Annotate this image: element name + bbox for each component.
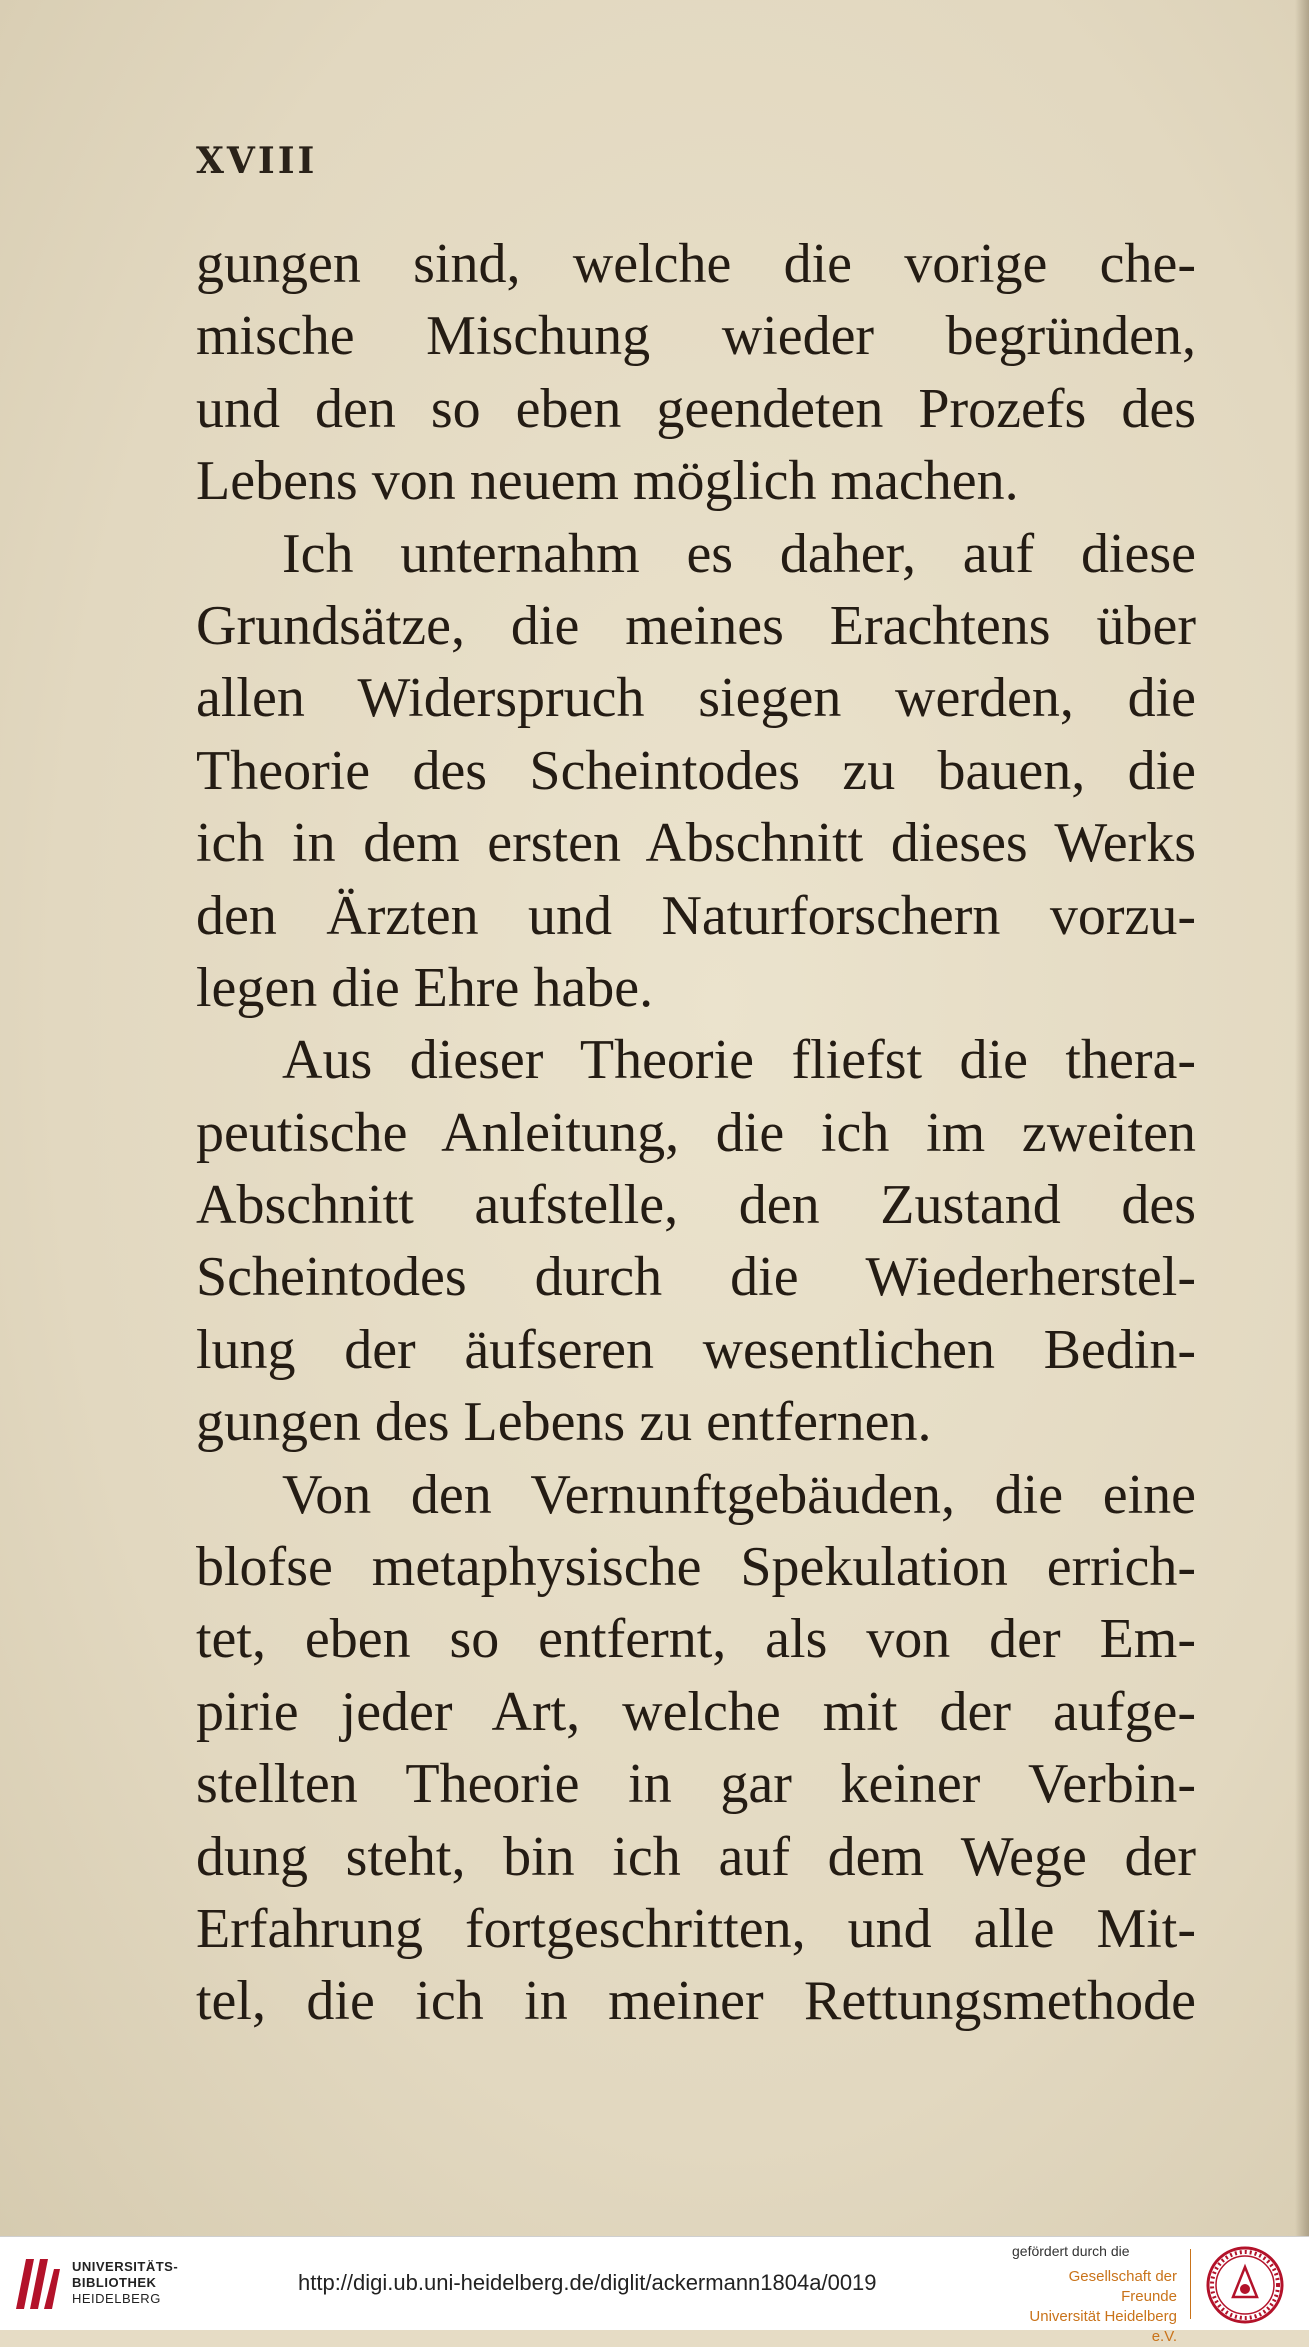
text-line: den Ärzten und Naturforschern vorzu- xyxy=(196,884,1196,947)
text-line: mische Mischung wieder begründen, xyxy=(196,305,1196,368)
text-line: gungen sind, welche die vorige che- xyxy=(196,233,1196,295)
body-text xyxy=(196,228,1196,2038)
text-line: Grundsätze, die meines Erachtens über xyxy=(196,594,1196,657)
text-line: Ich unternahm es daher, auf diese xyxy=(282,522,1196,585)
text-line: Theorie des Scheintodes zu bauen, die xyxy=(196,739,1196,802)
text-line: dung steht, bin ich auf dem Wege der xyxy=(196,1825,1196,1888)
text-line: tet, eben so entfernt, als von der Em- xyxy=(196,1608,1196,1671)
text-line: stellten Theorie in gar keiner Verbin- xyxy=(196,1753,1196,1816)
text-line: Aus dieser Theorie fliefst die thera- xyxy=(282,1029,1196,1092)
footer-bar xyxy=(0,2236,1309,2345)
text-line: Scheintodes durch die Wiederherstel- xyxy=(196,1246,1196,1309)
library-logo-icon xyxy=(12,2253,64,2313)
text-line: Lebens von neuem möglich machen. xyxy=(196,450,1019,513)
page-number: XVIII xyxy=(196,140,318,182)
library-name: UNIVERSITÄTS- BIBLIOTHEK HEIDELBERG xyxy=(72,2259,179,2306)
text-line: gungen des Lebens zu entfernen. xyxy=(196,1391,932,1454)
text-line: Abschnitt aufstelle, den Zustand des xyxy=(196,1174,1196,1237)
sponsor-intro: gefördert durch die xyxy=(1012,2243,1130,2259)
text-line: lung der äufseren wesentlichen Bedin- xyxy=(196,1318,1196,1381)
text-line: Von den Vernunftgebäuden, die eine xyxy=(282,1463,1196,1526)
text-line: Erfahrung fortgeschritten, und alle Mit- xyxy=(196,1897,1196,1960)
text-line: pirie jeder Art, welche mit der aufge- xyxy=(196,1680,1196,1743)
divider xyxy=(1190,2249,1191,2319)
text-line: peutische Anleitung, die ich im zweiten xyxy=(196,1101,1196,1164)
university-seal-icon xyxy=(1205,2245,1285,2325)
permalink[interactable]: http://digi.ub.uni-heidelberg.de/diglit/ackermann1804a/0019 xyxy=(298,2270,877,2295)
text-line: blofse metaphysische Spekulation errich- xyxy=(196,1536,1196,1599)
text-line: legen die Ehre habe. xyxy=(196,956,654,1019)
text-line: tel, die ich in meiner Rettungsmethode xyxy=(196,1970,1196,2033)
text-line: allen Widerspruch siegen werden, die xyxy=(196,667,1196,730)
text-line: ich in dem ersten Abschnitt dieses Werks xyxy=(196,812,1196,875)
text-line: und den so eben geendeten Prozefs des xyxy=(196,377,1196,440)
sponsor-name: Gesellschaft der Freunde Universität Heidelberg e.V. xyxy=(1029,2268,1177,2345)
